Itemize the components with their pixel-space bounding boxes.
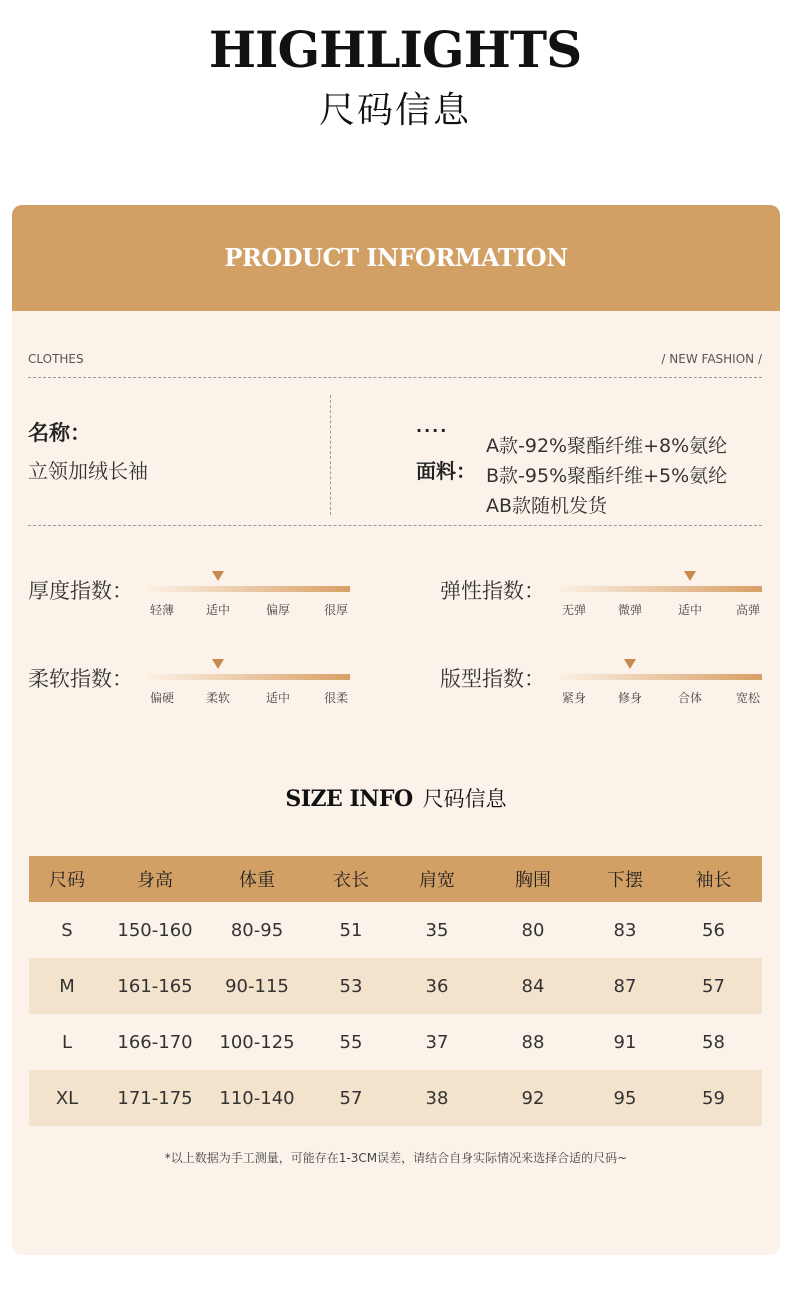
softness-index-label: 柔软指数： [28,667,133,691]
fabric-composition [486,431,727,521]
column-header: 肩宽 [393,856,481,902]
table-cell: 57 [665,958,762,1014]
table-cell: 100-125 [219,1031,295,1053]
softness-ticks [148,689,350,705]
fabric-line: B款-95%聚酯纤维+5%氨纶 [486,465,728,487]
index-tick: 柔软 [205,691,231,705]
column-header: 胸围 [481,856,585,902]
fabric-dots: ···· [416,421,449,440]
softness-marker [212,659,224,669]
divider-vertical [330,395,331,515]
table-cell: 56 [702,919,725,941]
table-cell: 37 [425,1031,449,1053]
column-header: 下摆 [585,856,665,902]
fabric-label: 面料： [416,459,476,483]
index-tick: 很柔 [323,691,349,705]
size-table-header [29,856,762,902]
thickness-ticks [148,601,350,617]
fit-bar [560,674,762,680]
table-cell: 80-95 [230,919,284,941]
clothes-tag: CLOTHES [28,352,84,366]
table-cell: 55 [339,1031,363,1053]
table-cell: 161-165 [105,958,205,1014]
index-tick: 修身 [617,691,643,705]
elasticity-bar [560,586,762,592]
fit-marker [624,659,636,669]
table-cell: 36 [393,958,481,1014]
column-header: 袖长 [665,856,762,902]
table-cell: 57 [309,1070,393,1126]
page-header [0,0,790,200]
table-cell: 83 [613,919,637,941]
index-tick: 轻薄 [149,603,175,617]
table-cell: 38 [393,1070,481,1126]
fit-ticks [560,689,762,705]
table-cell: 59 [665,1070,762,1126]
measurement-note: *以上数据为手工测量，可能存在1-3CM误差，请结合自身实际情况来选择合适的尺码~ [164,1151,628,1165]
table-cell: L [61,1031,73,1053]
index-tick: 适中 [265,691,291,705]
index-tick: 合体 [677,691,703,705]
new-fashion-tag: / NEW FASHION / [661,352,762,366]
elasticity-ticks [560,601,762,617]
index-tick: 高弹 [735,603,761,617]
column-header: 身高 [105,856,205,902]
elasticity-marker [684,571,696,581]
column-header: 尺码 [29,856,105,902]
thickness-bar [148,586,350,592]
table-cell: 88 [521,1031,545,1053]
size-table [29,856,762,1126]
size-info-title-cn: 尺码信息 [422,787,507,811]
table-row [29,1014,762,1070]
highlights-subtitle: 尺码信息 [318,90,471,131]
table-cell: 92 [481,1070,585,1126]
table-cell: 51 [339,919,363,941]
name-label: 名称： [28,421,91,445]
table-cell: 87 [585,958,665,1014]
index-tick: 微弹 [617,603,643,617]
product-info-title: PRODUCT INFORMATION [224,243,568,272]
table-cell: 110-140 [205,1070,309,1126]
product-info-banner [12,205,780,311]
table-cell: 150-160 [117,919,193,941]
fabric-line: A款-92%聚酯纤维+8%氨纶 [486,435,728,457]
index-tick: 偏硬 [149,691,175,705]
size-info-title [12,783,780,813]
elasticity-index-label: 弹性指数： [440,579,545,603]
table-row [29,1070,762,1126]
index-tick: 适中 [205,603,231,617]
fit-index-label: 版型指数： [440,667,545,691]
product-info-card [12,205,780,1255]
divider-top [28,377,762,378]
table-row [29,958,762,1014]
divider-middle [28,525,762,526]
table-cell: XL [29,1070,105,1126]
table-cell: 166-170 [117,1031,193,1053]
table-cell: S [61,919,73,941]
table-cell: 84 [481,958,585,1014]
index-tick: 紧身 [561,691,587,705]
index-tick: 很厚 [323,603,349,617]
column-header: 体重 [205,856,309,902]
index-tick: 适中 [677,603,703,617]
size-info-title-en: SIZE INFO [285,786,413,812]
table-cell: 80 [521,919,545,941]
highlights-title: HIGHLIGHTS [208,20,582,79]
table-cell: 90-115 [205,958,309,1014]
thickness-marker [212,571,224,581]
table-cell: 171-175 [105,1070,205,1126]
index-tick: 宽松 [735,691,761,705]
thickness-index-label: 厚度指数： [28,579,133,603]
table-cell: 53 [309,958,393,1014]
fabric-line: AB款随机发货 [486,495,608,517]
table-row [29,902,762,958]
table-cell: M [29,958,105,1014]
softness-bar [148,674,350,680]
table-cell: 35 [425,919,449,941]
table-cell: 91 [613,1031,637,1053]
table-cell: 95 [585,1070,665,1126]
name-value: 立领加绒长袖 [28,459,148,483]
table-cell: 58 [702,1031,725,1053]
index-tick: 偏厚 [265,603,291,617]
index-tick: 无弹 [561,603,587,617]
column-header: 衣长 [309,856,393,902]
